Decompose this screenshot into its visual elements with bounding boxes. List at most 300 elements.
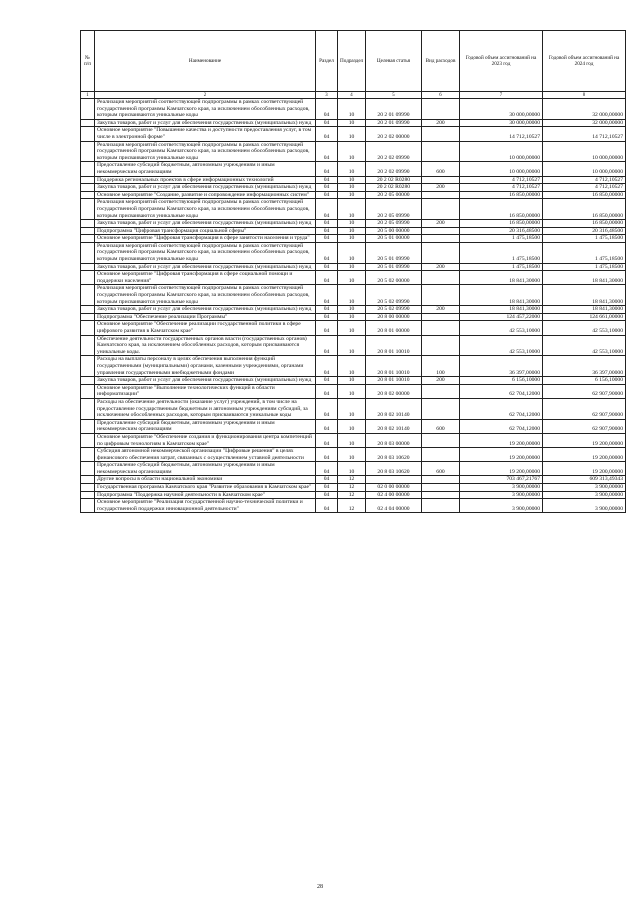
podrazdel-cell: 10 — [338, 356, 366, 377]
target-article-cell: 20 8 03 00000 — [366, 433, 422, 447]
item-name-cell: Закупка товаров, работ и услуг для обеспечения государственных (муниципальных) нужд — [95, 119, 316, 127]
expense-type-cell: 600 — [422, 462, 460, 476]
amount-2023-cell: 14 712,10527 — [460, 127, 543, 141]
target-article-cell: 20 2 05 00000 — [366, 191, 422, 199]
item-name-cell: Другие вопросы в области национальной экономики — [95, 476, 316, 484]
target-article-cell: 20 5 02 09990 — [366, 285, 422, 306]
target-article-cell — [366, 476, 422, 484]
item-name-cell: Поддержка региональных проектов в сфере информационных технологий — [95, 176, 316, 184]
podrazdel-cell: 10 — [338, 335, 366, 356]
target-article-cell: 20 2 02 R0280 — [366, 184, 422, 192]
table-row — [81, 176, 626, 184]
item-name-cell: Основное мероприятие "Реализация государственной научно-технической политики и государственной поддержки инновационной деятельности" — [95, 499, 316, 513]
item-name-cell: Подпрограмма "Поддержка научной деятельности в Камчатском крае" — [95, 491, 316, 499]
razdel-cell: 04 — [316, 356, 338, 377]
amount-2024-cell: 4 712,10527 — [543, 176, 626, 184]
row-number-cell — [81, 271, 95, 285]
table-row — [81, 271, 626, 285]
amount-2024-cell: 19 200,00000 — [543, 462, 626, 476]
podrazdel-cell: 10 — [338, 220, 366, 228]
column-header: Годовой объем ассигнований на 2023 год — [460, 31, 543, 92]
row-number-cell — [81, 384, 95, 398]
expense-type-cell: 200 — [422, 306, 460, 314]
column-header: Раздел — [316, 31, 338, 92]
expense-type-cell: 600 — [422, 419, 460, 433]
podrazdel-cell: 10 — [338, 199, 366, 220]
podrazdel-cell: 10 — [338, 263, 366, 271]
row-number-cell — [81, 184, 95, 192]
amount-2024-cell: 32 000,00000 — [543, 99, 626, 120]
target-article-cell: 20 8 01 10010 — [366, 356, 422, 377]
column-index: 6 — [422, 92, 460, 99]
amount-2023-cell: 62 704,12000 — [460, 419, 543, 433]
item-name-cell: Основное мероприятие "Создание, развитие и сопровождение информационных систем" — [95, 191, 316, 199]
amount-2023-cell: 62 704,12000 — [460, 398, 543, 419]
expense-type-cell — [422, 335, 460, 356]
item-name-cell: Реализация мероприятий соответствующей подпрограммы в рамках соответствующей государственной программы Камчатского края, за исключением обособленных расходов, которым присваиваются уникальные коды — [95, 285, 316, 306]
razdel-cell: 04 — [316, 271, 338, 285]
column-index: 8 — [543, 92, 626, 99]
item-name-cell: Расходы на выплаты персоналу в целях обеспечения выполнения функций государственными (муниципальными) органами, казенными учреждениями, органами управления государственными внебюджетными фондами — [95, 356, 316, 377]
razdel-cell: 04 — [316, 335, 338, 356]
item-name-cell: Закупка товаров, работ и услуг для обеспечения государственных (муниципальных) нужд — [95, 377, 316, 385]
razdel-cell: 04 — [316, 285, 338, 306]
amount-2023-cell: 30 000,00000 — [460, 99, 543, 120]
row-number-cell — [81, 127, 95, 141]
item-name-cell: Государственная программа Камчатского края "Развитие образования в Камчатском крае" — [95, 484, 316, 492]
table-row — [81, 377, 626, 385]
amount-2024-cell: 1 475,18500 — [543, 242, 626, 263]
column-header: Наименование — [95, 31, 316, 92]
target-article-cell: 20 8 01 10010 — [366, 377, 422, 385]
row-number-cell — [81, 141, 95, 162]
amount-2023-cell: 18 841,30000 — [460, 306, 543, 314]
podrazdel-cell: 10 — [338, 119, 366, 127]
row-number-cell — [81, 462, 95, 476]
column-header: Целевая статья — [366, 31, 422, 92]
target-article-cell: 20 2 02 00000 — [366, 127, 422, 141]
amount-2023-cell: 4 712,10527 — [460, 184, 543, 192]
amount-2024-cell: 42 553,10000 — [543, 335, 626, 356]
amount-2023-cell: 16 850,00000 — [460, 191, 543, 199]
row-number-cell — [81, 119, 95, 127]
expense-type-cell: 200 — [422, 377, 460, 385]
target-article-cell: 20 5 01 09990 — [366, 263, 422, 271]
razdel-cell: 04 — [316, 499, 338, 513]
row-number-cell — [81, 491, 95, 499]
expense-type-cell — [422, 271, 460, 285]
amount-2023-cell: 30 000,00000 — [460, 119, 543, 127]
row-number-cell — [81, 227, 95, 235]
podrazdel-cell: 10 — [338, 321, 366, 335]
row-number-cell — [81, 191, 95, 199]
expense-type-cell: 200 — [422, 119, 460, 127]
amount-2024-cell: 10 000,00000 — [543, 141, 626, 162]
table-row — [81, 398, 626, 419]
table-header-row — [81, 31, 626, 92]
amount-2023-cell: 19 200,00000 — [460, 462, 543, 476]
razdel-cell: 04 — [316, 220, 338, 228]
razdel-cell: 04 — [316, 448, 338, 462]
razdel-cell: 04 — [316, 199, 338, 220]
expense-type-cell — [422, 476, 460, 484]
amount-2024-cell: 42 553,10000 — [543, 321, 626, 335]
row-number-cell — [81, 448, 95, 462]
table-row — [81, 491, 626, 499]
amount-2024-cell: 18 841,30000 — [543, 271, 626, 285]
column-index: 3 — [316, 92, 338, 99]
target-article-cell: 20 2 05 09990 — [366, 220, 422, 228]
row-number-cell — [81, 484, 95, 492]
item-name-cell: Основное мероприятие "Цифровая трансформация в сфере занятости населения и труда" — [95, 235, 316, 243]
podrazdel-cell: 10 — [338, 448, 366, 462]
amount-2023-cell: 1 475,18500 — [460, 235, 543, 243]
amount-2024-cell: 3 900,00000 — [543, 499, 626, 513]
amount-2023-cell: 6 156,10000 — [460, 377, 543, 385]
amount-2023-cell: 36 397,00000 — [460, 356, 543, 377]
expense-type-cell: 600 — [422, 162, 460, 176]
target-article-cell: 20 5 02 09990 — [366, 306, 422, 314]
razdel-cell: 04 — [316, 227, 338, 235]
table-row — [81, 220, 626, 228]
target-article-cell: 02 4 04 00000 — [366, 499, 422, 513]
row-number-cell — [81, 306, 95, 314]
row-number-cell — [81, 433, 95, 447]
row-number-cell — [81, 321, 95, 335]
razdel-cell: 04 — [316, 99, 338, 120]
table-row — [81, 462, 626, 476]
column-index-row — [81, 92, 626, 99]
expense-type-cell — [422, 191, 460, 199]
item-name-cell: Основное мероприятие "Выполнение технологических функций в области информатизации" — [95, 384, 316, 398]
target-article-cell: 20 5 01 09990 — [366, 242, 422, 263]
item-name-cell: Основное мероприятие "Цифровая трансформация в сфере социальной помощи и поддержки населения" — [95, 271, 316, 285]
item-name-cell: Подпрограмма "Цифровая трансформация социальной сферы" — [95, 227, 316, 235]
expense-type-cell: 200 — [422, 184, 460, 192]
table-row — [81, 448, 626, 462]
expense-type-cell — [422, 384, 460, 398]
amount-2024-cell: 10 000,00000 — [543, 162, 626, 176]
item-name-cell: Предоставление субсидий бюджетным, автономным учреждениям и иным некоммерческим организациям — [95, 162, 316, 176]
target-article-cell: 20 2 02 09990 — [366, 162, 422, 176]
podrazdel-cell: 10 — [338, 398, 366, 419]
razdel-cell: 04 — [316, 433, 338, 447]
podrazdel-cell: 10 — [338, 141, 366, 162]
amount-2024-cell: 19 200,00000 — [543, 448, 626, 462]
column-header: Подраздел — [338, 31, 366, 92]
table-row — [81, 335, 626, 356]
amount-2023-cell: 20 316,48500 — [460, 227, 543, 235]
expense-type-cell — [422, 484, 460, 492]
target-article-cell: 02 0 00 00000 — [366, 484, 422, 492]
amount-2024-cell: 3 900,00000 — [543, 491, 626, 499]
expense-type-cell — [422, 491, 460, 499]
razdel-cell: 04 — [316, 384, 338, 398]
target-article-cell: 20 2 01 09990 — [366, 99, 422, 120]
expense-type-cell — [422, 313, 460, 321]
razdel-cell: 04 — [316, 184, 338, 192]
target-article-cell: 20 8 01 10010 — [366, 335, 422, 356]
amount-2023-cell: 4 712,10527 — [460, 176, 543, 184]
row-number-cell — [81, 162, 95, 176]
expense-type-cell: 200 — [422, 263, 460, 271]
amount-2024-cell: 4 712,10527 — [543, 184, 626, 192]
razdel-cell: 04 — [316, 235, 338, 243]
podrazdel-cell: 10 — [338, 306, 366, 314]
amount-2023-cell: 19 200,00000 — [460, 448, 543, 462]
target-article-cell: 20 2 02 R0280 — [366, 176, 422, 184]
item-name-cell: Закупка товаров, работ и услуг для обеспечения государственных (муниципальных) нужд — [95, 184, 316, 192]
table-row — [81, 141, 626, 162]
razdel-cell: 04 — [316, 127, 338, 141]
expense-type-cell — [422, 321, 460, 335]
row-number-cell — [81, 263, 95, 271]
amount-2024-cell: 124 661,00000 — [543, 313, 626, 321]
row-number-cell — [81, 313, 95, 321]
razdel-cell: 04 — [316, 321, 338, 335]
row-number-cell — [81, 476, 95, 484]
expense-type-cell — [422, 448, 460, 462]
item-name-cell: Реализация мероприятий соответствующей подпрограммы в рамках соответствующей государственной программы Камчатского края, за исключением обособленных расходов, которым присваиваются уникальные коды — [95, 199, 316, 220]
podrazdel-cell: 10 — [338, 271, 366, 285]
amount-2024-cell: 32 000,00000 — [543, 119, 626, 127]
razdel-cell: 04 — [316, 176, 338, 184]
amount-2023-cell: 62 704,12000 — [460, 384, 543, 398]
table-row — [81, 127, 626, 141]
row-number-cell — [81, 419, 95, 433]
target-article-cell: 20 8 03 10620 — [366, 448, 422, 462]
razdel-cell: 04 — [316, 162, 338, 176]
expense-type-cell — [422, 433, 460, 447]
expense-type-cell — [422, 398, 460, 419]
item-name-cell: Закупка товаров, работ и услуг для обеспечения государственных (муниципальных) нужд — [95, 263, 316, 271]
amount-2023-cell: 19 200,00000 — [460, 433, 543, 447]
podrazdel-cell: 10 — [338, 384, 366, 398]
table-row — [81, 162, 626, 176]
amount-2023-cell: 1 475,18500 — [460, 242, 543, 263]
podrazdel-cell: 12 — [338, 499, 366, 513]
amount-2023-cell: 1 475,18500 — [460, 263, 543, 271]
table-row — [81, 313, 626, 321]
column-index: 7 — [460, 92, 543, 99]
row-number-cell — [81, 242, 95, 263]
podrazdel-cell: 10 — [338, 99, 366, 120]
razdel-cell: 04 — [316, 398, 338, 419]
amount-2023-cell: 16 850,00000 — [460, 199, 543, 220]
amount-2023-cell: 3 900,00000 — [460, 499, 543, 513]
expense-type-cell — [422, 141, 460, 162]
razdel-cell: 04 — [316, 419, 338, 433]
podrazdel-cell: 10 — [338, 462, 366, 476]
podrazdel-cell: 10 — [338, 433, 366, 447]
amount-2024-cell: 62 907,90000 — [543, 384, 626, 398]
target-article-cell: 20 5 02 00000 — [366, 271, 422, 285]
item-name-cell: Реализация мероприятий соответствующей подпрограммы в рамках соответствующей государственной программы Камчатского края, за исключением обособленных расходов, которым присваиваются уникальные коды — [95, 141, 316, 162]
row-number-cell — [81, 285, 95, 306]
amount-2023-cell: 3 900,00000 — [460, 491, 543, 499]
row-number-cell — [81, 235, 95, 243]
razdel-cell: 04 — [316, 377, 338, 385]
table-row — [81, 184, 626, 192]
target-article-cell: 20 2 01 09990 — [366, 119, 422, 127]
target-article-cell: 20 8 02 10140 — [366, 398, 422, 419]
item-name-cell: Обеспечение деятельности государственных органов власти (государственных органов) Камчатского края, за исключением обособленных расходов, которым присваиваются уникальные коды. — [95, 335, 316, 356]
budget-table — [80, 30, 626, 513]
table-row — [81, 191, 626, 199]
row-number-cell — [81, 199, 95, 220]
table-body — [81, 99, 626, 513]
expense-type-cell — [422, 99, 460, 120]
razdel-cell: 04 — [316, 141, 338, 162]
amount-2023-cell: 18 841,30000 — [460, 271, 543, 285]
target-article-cell: 20 2 05 09990 — [366, 199, 422, 220]
expense-type-cell — [422, 235, 460, 243]
amount-2024-cell: 18 841,30000 — [543, 306, 626, 314]
amount-2024-cell: 20 316,48500 — [543, 227, 626, 235]
amount-2023-cell: 42 553,10000 — [460, 321, 543, 335]
razdel-cell: 04 — [316, 263, 338, 271]
expense-type-cell — [422, 176, 460, 184]
amount-2023-cell: 10 000,00000 — [460, 162, 543, 176]
podrazdel-cell: 10 — [338, 313, 366, 321]
razdel-cell: 04 — [316, 313, 338, 321]
table-row — [81, 419, 626, 433]
amount-2023-cell: 42 553,10000 — [460, 335, 543, 356]
row-number-cell — [81, 99, 95, 120]
table-row — [81, 433, 626, 447]
table-row — [81, 499, 626, 513]
table-row — [81, 476, 626, 484]
amount-2024-cell: 36 397,00000 — [543, 356, 626, 377]
item-name-cell: Предоставление субсидий бюджетным, автономным учреждениям и иным некоммерческим организациям — [95, 462, 316, 476]
amount-2024-cell: 16 850,00000 — [543, 199, 626, 220]
item-name-cell: Расходы на обеспечение деятельности (оказание услуг) учреждений, в том числе на предоставление государственным бюджетным и автономным учреждениям субсидий, за исключением обособленных расходов, которым присваиваются уникальные коды — [95, 398, 316, 419]
amount-2024-cell: 3 900,00000 — [543, 484, 626, 492]
row-number-cell — [81, 398, 95, 419]
razdel-cell: 04 — [316, 462, 338, 476]
expense-type-cell — [422, 127, 460, 141]
amount-2023-cell: 10 000,00000 — [460, 141, 543, 162]
column-index: 2 — [95, 92, 316, 99]
podrazdel-cell: 10 — [338, 285, 366, 306]
item-name-cell: Подпрограмма "Обеспечение реализации Программы" — [95, 313, 316, 321]
row-number-cell — [81, 220, 95, 228]
amount-2024-cell: 18 841,30000 — [543, 285, 626, 306]
column-header: Годовой объем ассигнований на 2024 год — [543, 31, 626, 92]
table-row — [81, 235, 626, 243]
row-number-cell — [81, 356, 95, 377]
expense-type-cell — [422, 199, 460, 220]
razdel-cell: 04 — [316, 119, 338, 127]
item-name-cell: Закупка товаров, работ и услуг для обеспечения государственных (муниципальных) нужд — [95, 306, 316, 314]
podrazdel-cell: 10 — [338, 235, 366, 243]
amount-2024-cell: 609 313,49343 — [543, 476, 626, 484]
item-name-cell: Основное мероприятие "Повышение качества и доступности предоставления услуг, в том числе в электронной форме" — [95, 127, 316, 141]
column-index: 4 — [338, 92, 366, 99]
target-article-cell: 02 4 00 00000 — [366, 491, 422, 499]
podrazdel-cell: 10 — [338, 242, 366, 263]
item-name-cell: Реализация мероприятий соответствующей подпрограммы в рамках соответствующей государственной программы Камчатского края, за исключением обособленных расходов, которым присваиваются уникальные коды — [95, 99, 316, 120]
amount-2024-cell: 1 475,18500 — [543, 263, 626, 271]
item-name-cell: Основное мероприятие "Обеспечение реализации государственной политики в сфере цифрового развития в Камчатском крае" — [95, 321, 316, 335]
item-name-cell: Реализация мероприятий соответствующей подпрограммы в рамках соответствующей государственной программы Камчатского края, за исключением обособленных расходов, которым присваиваются уникальные коды — [95, 242, 316, 263]
amount-2024-cell: 1 475,18500 — [543, 235, 626, 243]
table-row — [81, 384, 626, 398]
target-article-cell: 20 2 02 09990 — [366, 141, 422, 162]
podrazdel-cell: 10 — [338, 377, 366, 385]
amount-2023-cell: 3 900,00000 — [460, 484, 543, 492]
razdel-cell: 04 — [316, 191, 338, 199]
podrazdel-cell: 10 — [338, 176, 366, 184]
expense-type-cell: 100 — [422, 356, 460, 377]
target-article-cell: 20 8 02 00000 — [366, 384, 422, 398]
table-row — [81, 227, 626, 235]
podrazdel-cell: 10 — [338, 184, 366, 192]
table-row — [81, 285, 626, 306]
column-index: 5 — [366, 92, 422, 99]
amount-2024-cell: 14 712,10527 — [543, 127, 626, 141]
amount-2024-cell: 6 156,10000 — [543, 377, 626, 385]
table-row — [81, 484, 626, 492]
item-name-cell: Субсидия автономной некоммерческой организации "Цифровые решения" в целях финансового обеспечения затрат, связанных с осуществлением уставной деятельности — [95, 448, 316, 462]
razdel-cell: 04 — [316, 306, 338, 314]
target-article-cell: 20 5 01 00000 — [366, 235, 422, 243]
razdel-cell: 04 — [316, 242, 338, 263]
table-row — [81, 99, 626, 120]
razdel-cell: 04 — [316, 484, 338, 492]
table-row — [81, 119, 626, 127]
table-row — [81, 199, 626, 220]
amount-2024-cell: 19 200,00000 — [543, 433, 626, 447]
podrazdel-cell: 12 — [338, 491, 366, 499]
target-article-cell: 20 8 01 00000 — [366, 321, 422, 335]
row-number-cell — [81, 377, 95, 385]
amount-2024-cell: 16 850,00000 — [543, 191, 626, 199]
item-name-cell: Закупка товаров, работ и услуг для обеспечения государственных (муниципальных) нужд — [95, 220, 316, 228]
amount-2024-cell: 16 850,00000 — [543, 220, 626, 228]
column-header: Вид расходов — [422, 31, 460, 92]
podrazdel-cell: 10 — [338, 227, 366, 235]
column-index: 1 — [81, 92, 95, 99]
row-number-cell — [81, 176, 95, 184]
expense-type-cell — [422, 499, 460, 513]
expense-type-cell — [422, 285, 460, 306]
amount-2023-cell: 124 457,22000 — [460, 313, 543, 321]
amount-2024-cell: 62 907,90000 — [543, 419, 626, 433]
target-article-cell: 20 8 02 10140 — [366, 419, 422, 433]
expense-type-cell — [422, 227, 460, 235]
row-number-cell — [81, 335, 95, 356]
target-article-cell: 20 8 00 00000 — [366, 313, 422, 321]
podrazdel-cell: 12 — [338, 484, 366, 492]
amount-2023-cell: 18 841,30000 — [460, 285, 543, 306]
table-row — [81, 242, 626, 263]
target-article-cell: 20 5 00 00000 — [366, 227, 422, 235]
podrazdel-cell: 12 — [338, 476, 366, 484]
podrazdel-cell: 10 — [338, 162, 366, 176]
column-header: № п/п — [81, 31, 95, 92]
expense-type-cell — [422, 242, 460, 263]
table-row — [81, 306, 626, 314]
amount-2023-cell: 703 467,21767 — [460, 476, 543, 484]
amount-2023-cell: 16 850,00000 — [460, 220, 543, 228]
expense-type-cell: 200 — [422, 220, 460, 228]
razdel-cell: 04 — [316, 476, 338, 484]
item-name-cell: Предоставление субсидий бюджетным, автономным учреждениям и иным некоммерческим организациям — [95, 419, 316, 433]
podrazdel-cell: 10 — [338, 127, 366, 141]
item-name-cell: Основное мероприятие "Обеспечение создания и функционирования центра компетенций по цифровым технологиям в Камчатском крае" — [95, 433, 316, 447]
page-number: 28 — [317, 884, 323, 890]
